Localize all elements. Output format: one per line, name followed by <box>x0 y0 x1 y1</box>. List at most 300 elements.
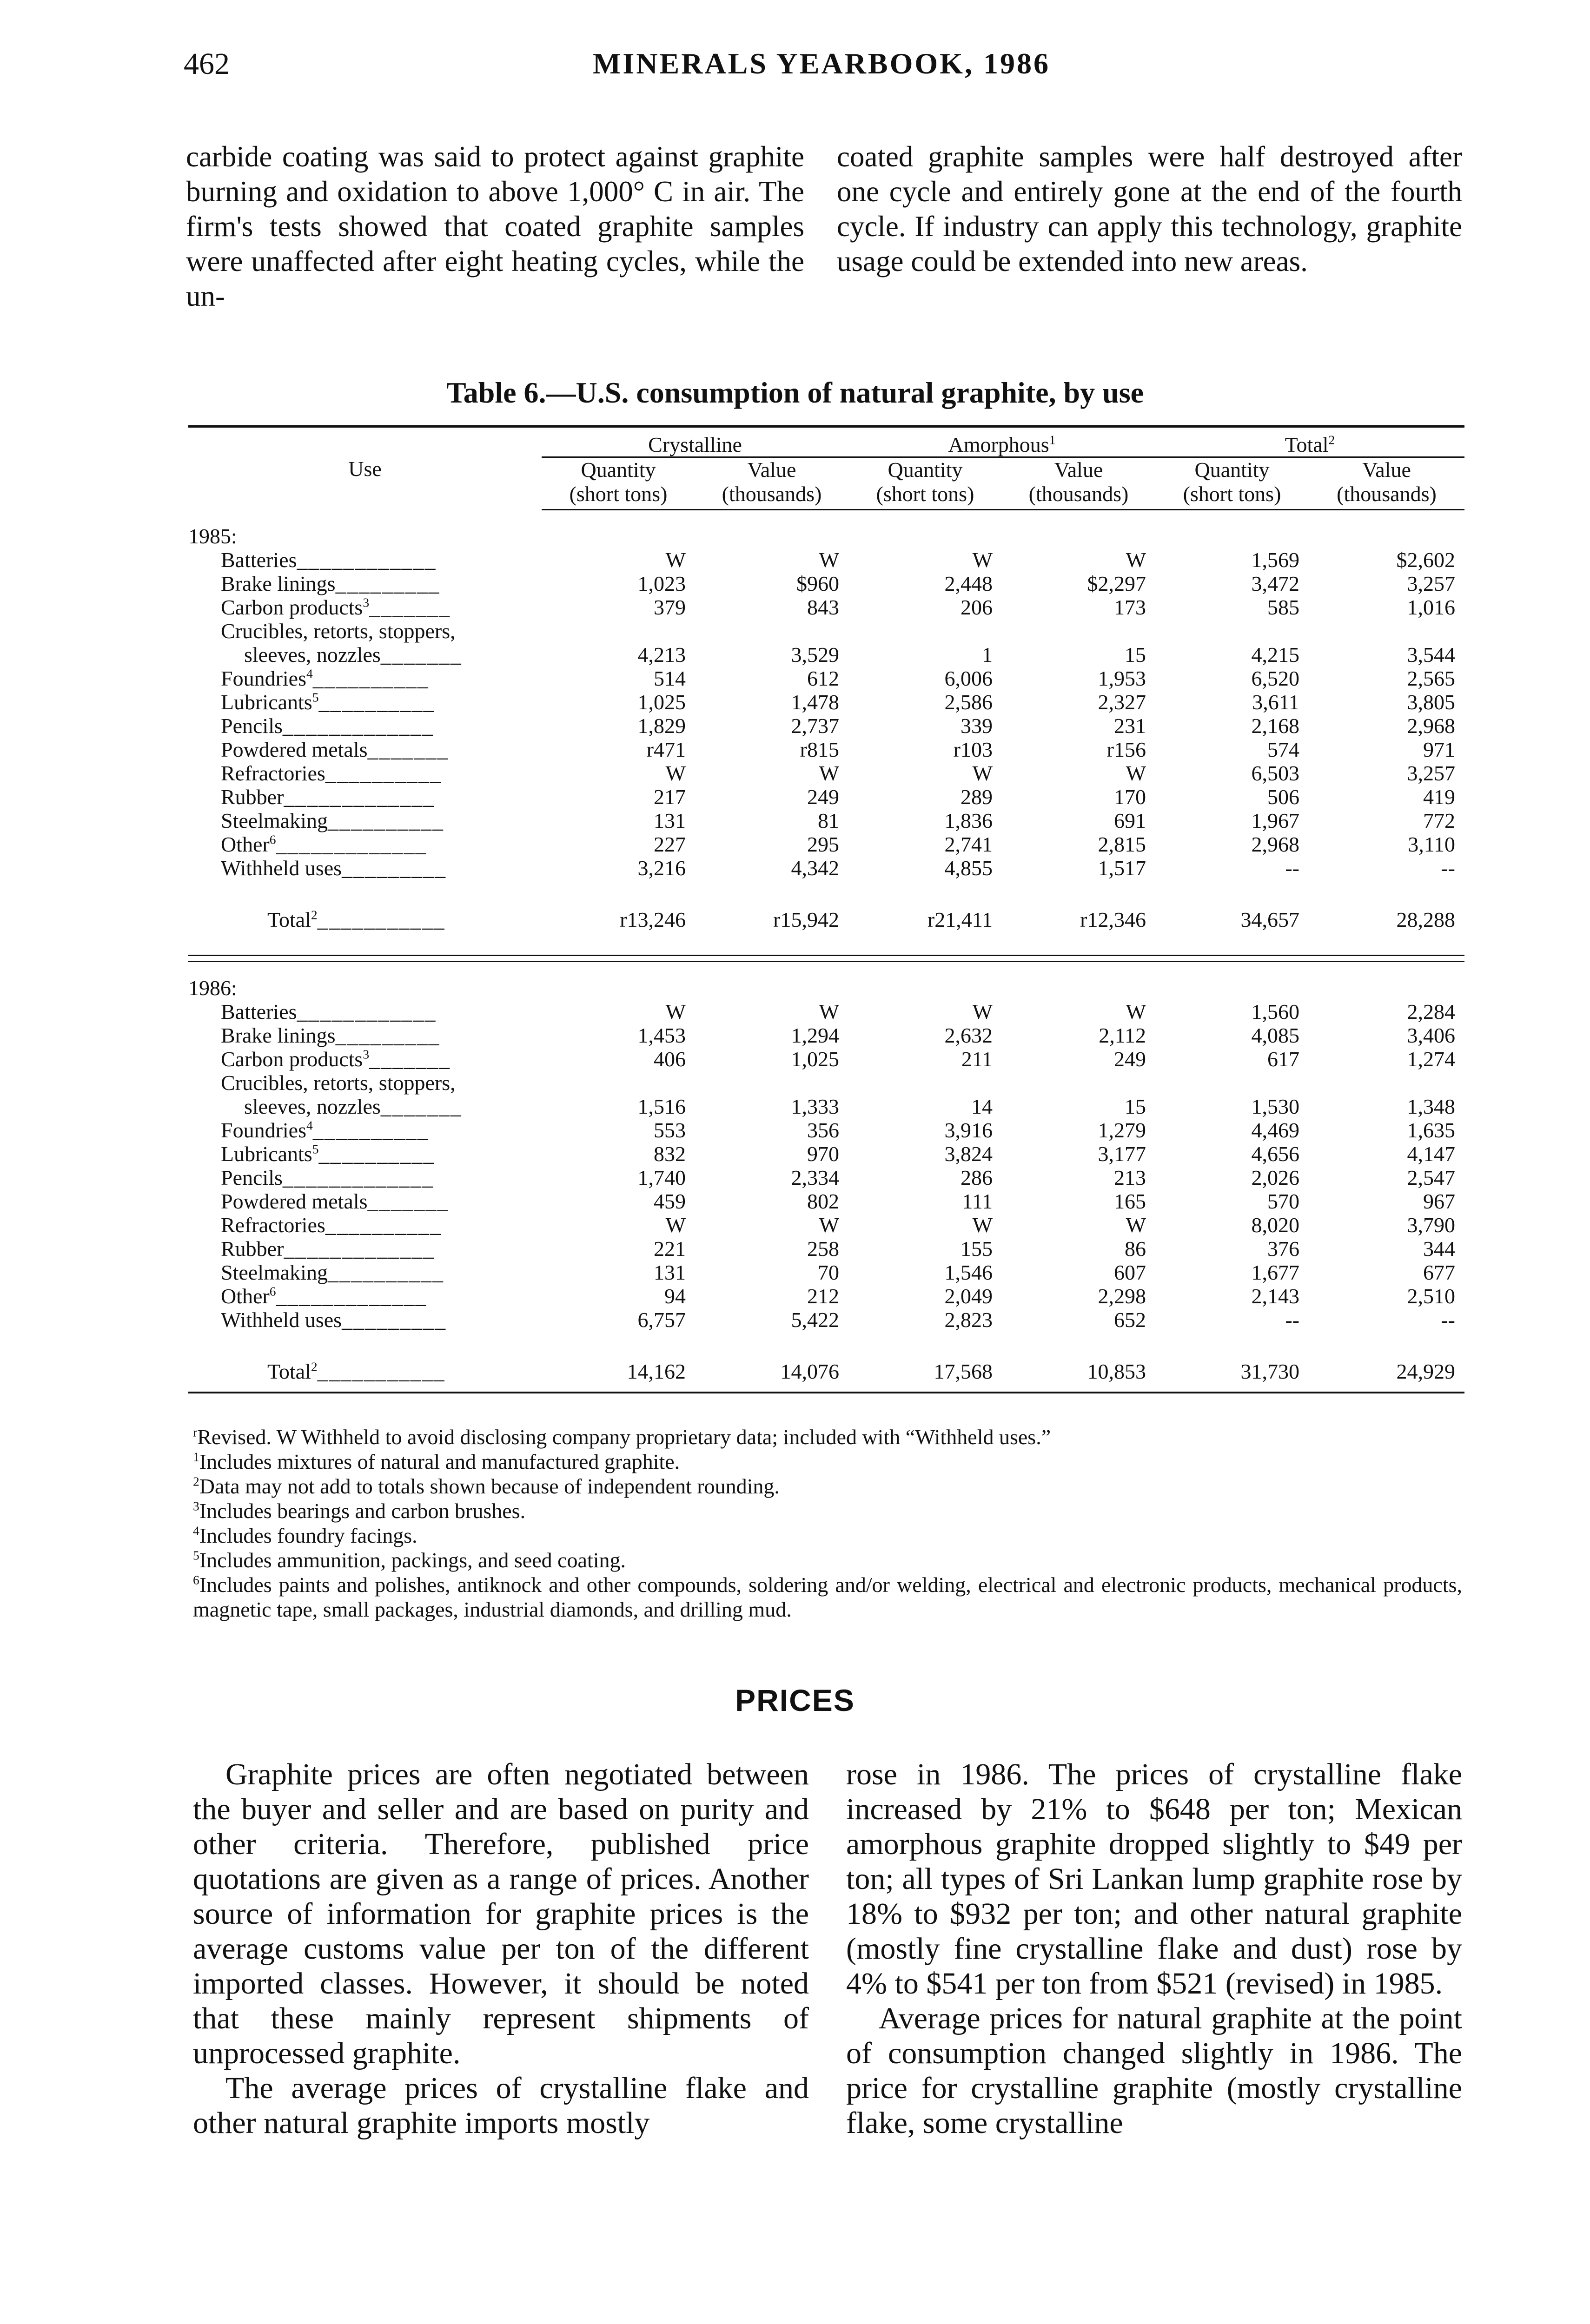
table-cell <box>1309 619 1464 643</box>
table-cell: W <box>665 1213 686 1237</box>
year-separator <box>188 956 1464 962</box>
total-cell: 28,288 <box>1396 908 1455 931</box>
table-cell: 1,333 <box>791 1095 839 1118</box>
footnote-mark: 4 <box>193 1523 199 1538</box>
row-label-text: Pencils <box>221 714 283 738</box>
table-cell: 1,829 <box>637 714 686 738</box>
table-cell: 1,677 <box>1251 1261 1299 1284</box>
table-row <box>188 1213 1464 1237</box>
total-row <box>188 898 1464 931</box>
footnote-mark: 4 <box>306 666 313 681</box>
table-cell <box>695 1071 848 1095</box>
total-cell: 10,853 <box>1002 1350 1155 1393</box>
table-row <box>188 619 1464 643</box>
row-label <box>188 832 542 856</box>
table-row <box>188 785 1464 809</box>
table-cell: -- <box>1285 856 1299 880</box>
table-cell: W <box>972 761 993 785</box>
table-cell: r156 <box>1106 738 1146 761</box>
table-cell: 843 <box>807 595 839 619</box>
table-cell: 344 <box>1423 1237 1455 1261</box>
row-label <box>188 738 542 761</box>
table-cell <box>542 619 695 643</box>
table-cell: W <box>665 761 686 785</box>
table-cell: 3,544 <box>1407 643 1455 667</box>
spacer-row <box>188 1332 1464 1350</box>
table-cell: -- <box>1441 1308 1455 1332</box>
footnote <box>193 1572 1462 1622</box>
table-cell: W <box>972 548 993 572</box>
footnote <box>193 1523 1462 1548</box>
table-cell: 15 <box>1125 1095 1146 1118</box>
table-cell: 3,790 <box>1407 1213 1455 1237</box>
table-cell: 1 <box>982 643 993 667</box>
table-row <box>188 856 1464 880</box>
table-row <box>188 1284 1464 1308</box>
table-row <box>188 1023 1464 1047</box>
table-cell: 2,565 <box>1407 667 1455 690</box>
table-cell: 1,279 <box>1098 1118 1146 1142</box>
table-cell: 2,298 <box>1098 1284 1146 1308</box>
table-cell: 1,478 <box>791 690 839 714</box>
table-cell: 258 <box>807 1237 839 1261</box>
table-cell: W <box>665 1000 686 1023</box>
table-cell: 691 <box>1114 809 1146 832</box>
footnote-mark: 6 <box>269 1284 276 1299</box>
table-cell: 2,448 <box>944 572 993 595</box>
row-label-text: Rubber <box>221 785 284 809</box>
table-body <box>188 510 1464 1393</box>
table-cell: r103 <box>953 738 993 761</box>
table-cell: 2,049 <box>944 1284 993 1308</box>
table-cell: 553 <box>654 1118 686 1142</box>
row-label-text: Lubricants <box>221 1142 312 1166</box>
table-cell: 1,953 <box>1098 667 1146 690</box>
page-number: 462 <box>184 47 230 81</box>
total-cell: r21,411 <box>927 908 993 931</box>
table-cell: 5,422 <box>791 1308 839 1332</box>
table-cell: -- <box>1285 1308 1299 1332</box>
table-row <box>188 1000 1464 1023</box>
table-row <box>188 1118 1464 1142</box>
table-cell: 15 <box>1125 643 1146 667</box>
table-cell <box>542 1071 695 1095</box>
table-title: Table 6.—U.S. consumption of natural graphite, by use <box>446 376 1144 409</box>
page-header <box>184 46 1462 84</box>
table-cell: 289 <box>961 785 993 809</box>
table-cell: 1,740 <box>637 1166 686 1189</box>
table-cell: 86 <box>1125 1237 1146 1261</box>
leader-dots: ____________ <box>297 548 437 572</box>
row-label <box>188 1213 542 1237</box>
table-cell: 617 <box>1267 1047 1299 1071</box>
table-cell: 81 <box>818 809 839 832</box>
quantity-header: Quantity (short tons) <box>1155 457 1309 510</box>
table-cell: 286 <box>961 1166 993 1189</box>
leader-dots: _______ <box>367 738 449 761</box>
table-cell: 1,453 <box>637 1023 686 1047</box>
table-row <box>188 832 1464 856</box>
row-label <box>188 1261 542 1284</box>
table-cell <box>848 1071 1002 1095</box>
year-row <box>188 510 1464 548</box>
intro-right-column <box>837 139 1462 279</box>
table-cell: 4,342 <box>791 856 839 880</box>
table-row <box>188 1071 1464 1095</box>
table-cell <box>1002 619 1155 643</box>
table-cell: 1,560 <box>1251 1000 1299 1023</box>
table-cell: W <box>819 1000 839 1023</box>
table-cell: 3,110 <box>1408 832 1455 856</box>
table-row <box>188 1261 1464 1284</box>
table-cell: 249 <box>1114 1047 1146 1071</box>
table-cell: 970 <box>807 1142 839 1166</box>
year-row <box>188 962 1464 1000</box>
table-cell: 3,472 <box>1251 572 1299 595</box>
table-cell: 155 <box>961 1237 993 1261</box>
row-label <box>188 1047 542 1071</box>
row-label-text: sleeves, nozzles <box>244 1095 381 1118</box>
total-cell: r13,246 <box>620 908 686 931</box>
footnote-mark: 5 <box>312 1142 319 1156</box>
table-cell: 131 <box>654 1261 686 1284</box>
table-cell: 832 <box>654 1142 686 1166</box>
leader-dots: _________ <box>335 572 440 595</box>
table-row <box>188 761 1464 785</box>
leader-dots: _____________ <box>276 832 427 856</box>
table-cell: W <box>1126 1000 1146 1023</box>
use-column-header: Use <box>188 427 542 510</box>
row-label <box>188 1000 542 1023</box>
table-cell: W <box>1126 761 1146 785</box>
leader-dots: _____________ <box>282 1166 434 1189</box>
prices-left-column <box>193 1757 809 2140</box>
table-cell: $960 <box>796 572 839 595</box>
table-row <box>188 1047 1464 1071</box>
row-label <box>188 1237 542 1261</box>
table-row <box>188 1237 1464 1261</box>
footnote-text: Includes mixtures of natural and manufactured graphite. <box>199 1450 680 1473</box>
table-cell <box>848 619 1002 643</box>
table-cell: 2,968 <box>1251 832 1299 856</box>
row-label <box>188 1189 542 1213</box>
table-cell: r471 <box>646 738 686 761</box>
total-cell: 14,162 <box>542 1350 695 1393</box>
quantity-header: Quantity (short tons) <box>542 457 695 510</box>
row-label-text: Rubber <box>221 1237 284 1261</box>
table-cell: 4,213 <box>637 643 686 667</box>
total-cell: r15,942 <box>773 908 839 931</box>
table-cell: 459 <box>654 1189 686 1213</box>
table-cell: 379 <box>654 595 686 619</box>
table-cell: 1,348 <box>1407 1095 1455 1118</box>
table-cell: 2,737 <box>791 714 839 738</box>
table-cell: 3,824 <box>944 1142 993 1166</box>
leader-dots: _________ <box>342 1308 447 1332</box>
table-cell: 339 <box>961 714 993 738</box>
table-cell: 3,216 <box>637 856 686 880</box>
table-cell: 677 <box>1423 1261 1455 1284</box>
leader-dots: _______ <box>380 1095 462 1118</box>
table-cell <box>1309 1071 1464 1095</box>
total-cell: r12,346 <box>1080 908 1146 931</box>
table-cell: 4,085 <box>1251 1023 1299 1047</box>
table-cell: W <box>972 1000 993 1023</box>
row-label-text: Pencils <box>221 1166 283 1189</box>
table-cell: 2,143 <box>1251 1284 1299 1308</box>
table-cell: 2,284 <box>1407 1000 1455 1023</box>
year-separator <box>188 931 1464 956</box>
table-cell: 406 <box>654 1047 686 1071</box>
value-header: Value (thousands) <box>695 457 848 510</box>
total-row <box>188 1350 1464 1393</box>
row-label-text: Refractories <box>221 1213 325 1237</box>
table-row <box>188 809 1464 832</box>
leader-dots: __________ <box>327 1261 444 1284</box>
leader-dots: ____________ <box>297 1000 437 1023</box>
table-cell: 1,274 <box>1407 1047 1455 1071</box>
row-label <box>188 1142 542 1166</box>
row-label-text: Withheld uses <box>221 1308 342 1332</box>
table-cell: 2,026 <box>1251 1166 1299 1189</box>
table-cell: 4,469 <box>1251 1118 1299 1142</box>
table-cell: 574 <box>1267 738 1299 761</box>
table-cell: 231 <box>1114 714 1146 738</box>
row-label-text: Brake linings <box>221 572 336 595</box>
table-cell: 2,334 <box>791 1166 839 1189</box>
table-cell: 1,025 <box>637 690 686 714</box>
table-cell: 2,741 <box>944 832 993 856</box>
table-cell: 2,823 <box>944 1308 993 1332</box>
footnote-text: Includes ammunition, packings, and seed coating. <box>199 1548 626 1572</box>
leader-dots: ___________ <box>317 908 445 931</box>
footnote-mark: 2 <box>311 1359 318 1374</box>
total-label-text: Total <box>267 1360 311 1383</box>
leader-dots: ___________ <box>317 1360 445 1383</box>
row-label <box>188 1284 542 1308</box>
leader-dots: _______ <box>367 1189 449 1213</box>
row-label-text: Steelmaking <box>221 1261 328 1284</box>
footnote <box>193 1449 1462 1474</box>
total-label-text: Total <box>267 908 311 931</box>
prices-paragraph: Average prices for natural graphite at the point of consumption changed slightly in 1986. The price for crystalline graphite (mostly crystalline flake, some crystalline <box>846 2001 1462 2140</box>
row-label-text: Carbon products <box>221 1047 363 1071</box>
table-cell: 3,177 <box>1098 1142 1146 1166</box>
table-cell: 6,757 <box>637 1308 686 1332</box>
table-cell: W <box>819 548 839 572</box>
table-cell: 585 <box>1267 595 1299 619</box>
table-cell: 6,006 <box>944 667 993 690</box>
leader-dots: _________ <box>342 856 447 880</box>
table-cell: 2,815 <box>1098 832 1146 856</box>
footnote-mark: 3 <box>193 1499 199 1513</box>
prices-paragraph: The average prices of crystalline flake and other natural graphite imports mostly <box>193 2071 809 2140</box>
table-cell: 3,916 <box>944 1118 993 1142</box>
table-cell: 514 <box>654 667 686 690</box>
group-header-amorphous: Amorphous$^1$ <box>848 427 1155 457</box>
table-cell: 212 <box>807 1284 839 1308</box>
table-cell: 221 <box>654 1237 686 1261</box>
table-cell: 227 <box>654 832 686 856</box>
table-cell: 1,294 <box>791 1023 839 1047</box>
table-cell <box>695 619 848 643</box>
table-cell: 506 <box>1267 785 1299 809</box>
table-cell: 2,586 <box>944 690 993 714</box>
footnote-mark: 3 <box>363 595 370 610</box>
table-row <box>188 1308 1464 1332</box>
footnote-mark: 6 <box>193 1572 199 1587</box>
row-label <box>188 809 542 832</box>
leader-dots: __________ <box>318 690 435 714</box>
table-cell <box>1155 619 1309 643</box>
table-cell: 1,836 <box>944 809 993 832</box>
table-cell <box>1002 1071 1155 1095</box>
total-label <box>188 1350 542 1393</box>
row-label <box>188 690 542 714</box>
footnote-mark: 1 <box>193 1449 199 1464</box>
row-label-text: Foundries <box>221 1118 306 1142</box>
value-header: Value (thousands) <box>1309 457 1464 510</box>
footnote-text: Data may not add to totals shown because of independent rounding. <box>199 1474 780 1498</box>
table-cell: 3,529 <box>791 643 839 667</box>
group-header-total: Total$^2$ <box>1155 427 1464 457</box>
leader-dots: _____________ <box>282 714 434 738</box>
table-row <box>188 1166 1464 1189</box>
row-label-text: Carbon products <box>221 595 363 619</box>
table-cell: 2,510 <box>1407 1284 1455 1308</box>
table-cell: 3,406 <box>1407 1023 1455 1047</box>
footnote-text: Revised. W Withheld to avoid disclosing company proprietary data; included with “Withheld uses.” <box>197 1425 1051 1449</box>
table-cell: 213 <box>1114 1166 1146 1189</box>
table-cell: 8,020 <box>1251 1213 1299 1237</box>
row-label <box>188 1071 542 1095</box>
value-header: Value (thousands) <box>1002 457 1155 510</box>
table-cell: $2,602 <box>1396 548 1455 572</box>
table-cell: 971 <box>1423 738 1455 761</box>
row-label-text: Brake linings <box>221 1023 336 1047</box>
footnote-text: Includes foundry facings. <box>199 1524 417 1547</box>
footnote-text: Includes paints and polishes, antiknock and other compounds, soldering and/or welding, electrical and electronic products, mechanical products, magnetic tape, small packages, industrial diamonds, and drilling mud. <box>193 1573 1462 1621</box>
table-footnotes <box>193 1425 1462 1622</box>
row-label <box>188 643 542 667</box>
row-label-text: sleeves, nozzles <box>244 643 381 667</box>
footnote-text: Includes bearings and carbon brushes. <box>199 1499 526 1523</box>
table-row <box>188 1095 1464 1118</box>
row-label <box>188 572 542 595</box>
table-cell: 6,503 <box>1251 761 1299 785</box>
footnote-mark: 4 <box>306 1118 313 1133</box>
row-label <box>188 1166 542 1189</box>
row-label <box>188 619 542 643</box>
table-cell: W <box>819 761 839 785</box>
table-cell: 772 <box>1423 809 1455 832</box>
table-row <box>188 572 1464 595</box>
footnote-mark: 5 <box>312 690 319 705</box>
footnote-mark: 5 <box>193 1548 199 1563</box>
table-row <box>188 690 1464 714</box>
table-cell: 607 <box>1114 1261 1146 1284</box>
table-cell: -- <box>1441 856 1455 880</box>
table-cell: 249 <box>807 785 839 809</box>
spacer-row <box>188 880 1464 898</box>
table-cell: 1,530 <box>1251 1095 1299 1118</box>
table-cell: 2,168 <box>1251 714 1299 738</box>
leader-dots: _________ <box>335 1023 440 1047</box>
table-cell: 652 <box>1114 1308 1146 1332</box>
table-cell: 206 <box>961 595 993 619</box>
row-label <box>188 856 542 880</box>
leader-dots: _______ <box>369 1047 451 1071</box>
table-cell: 111 <box>962 1189 993 1213</box>
group-header-crystalline: Crystalline <box>542 427 848 457</box>
table-row <box>188 595 1464 619</box>
prices-right-column <box>846 1757 1462 2140</box>
row-label <box>188 1095 542 1118</box>
intro-left-paragraph: carbide coating was said to protect against graphite burning and oxidation to above 1,000° C in air. The firm's tests showed that coated graphite samples were unaffected after eight heating cycles, while the un- <box>186 140 804 312</box>
graphite-consumption-table <box>188 425 1464 1393</box>
total-cell: 17,568 <box>848 1350 1002 1393</box>
table-cell: 70 <box>818 1261 839 1284</box>
row-label-text: Refractories <box>221 761 325 785</box>
footnote-mark: 3 <box>363 1047 370 1062</box>
row-label <box>188 595 542 619</box>
table-cell: 3,805 <box>1407 690 1455 714</box>
table-row <box>188 1142 1464 1166</box>
footnote <box>193 1548 1462 1572</box>
table-cell: 570 <box>1267 1189 1299 1213</box>
footnote-mark: 2 <box>193 1474 199 1489</box>
table-cell: 1,517 <box>1098 856 1146 880</box>
table-cell: 1,569 <box>1251 548 1299 572</box>
intro-right-paragraph: coated graphite samples were half destroyed after one cycle and entirely gone at the end of the fourth cycle. If industry can apply this technology, graphite usage could be extended into new areas. <box>837 140 1462 277</box>
table-cell: W <box>1126 1213 1146 1237</box>
table-cell: W <box>665 548 686 572</box>
row-label <box>188 1308 542 1332</box>
table-cell: 967 <box>1423 1189 1455 1213</box>
row-label-text: Foundries <box>221 667 306 690</box>
table-cell: 1,023 <box>637 572 686 595</box>
table-cell: 1,516 <box>637 1095 686 1118</box>
leader-dots: _______ <box>380 643 462 667</box>
table-cell: 6,520 <box>1251 667 1299 690</box>
leader-dots: _______ <box>369 595 451 619</box>
table-cell: 2,112 <box>1099 1023 1146 1047</box>
table-cell: W <box>972 1213 993 1237</box>
table-cell: 2,968 <box>1407 714 1455 738</box>
table-cell: 3,257 <box>1407 761 1455 785</box>
footnote-mark: 6 <box>269 832 276 847</box>
table-cell: 295 <box>807 832 839 856</box>
table-cell: 170 <box>1114 785 1146 809</box>
row-label-text: Batteries <box>221 1000 297 1023</box>
table-cell: 1,016 <box>1407 595 1455 619</box>
table-cell: 612 <box>807 667 839 690</box>
row-label-text: Withheld uses <box>221 856 342 880</box>
table-row <box>188 1189 1464 1213</box>
leader-dots: __________ <box>312 1118 429 1142</box>
table-cell: 1,025 <box>791 1047 839 1071</box>
footnote <box>193 1425 1462 1449</box>
row-label-text: Crucibles, retorts, stoppers, <box>221 619 456 643</box>
footnote <box>193 1474 1462 1499</box>
quantity-header: Quantity (short tons) <box>848 457 1002 510</box>
total-label <box>188 898 542 931</box>
table-cell: 1,635 <box>1407 1118 1455 1142</box>
row-label <box>188 1118 542 1142</box>
table-row <box>188 667 1464 690</box>
table-cell: 1,546 <box>944 1261 993 1284</box>
table-cell: 419 <box>1423 785 1455 809</box>
